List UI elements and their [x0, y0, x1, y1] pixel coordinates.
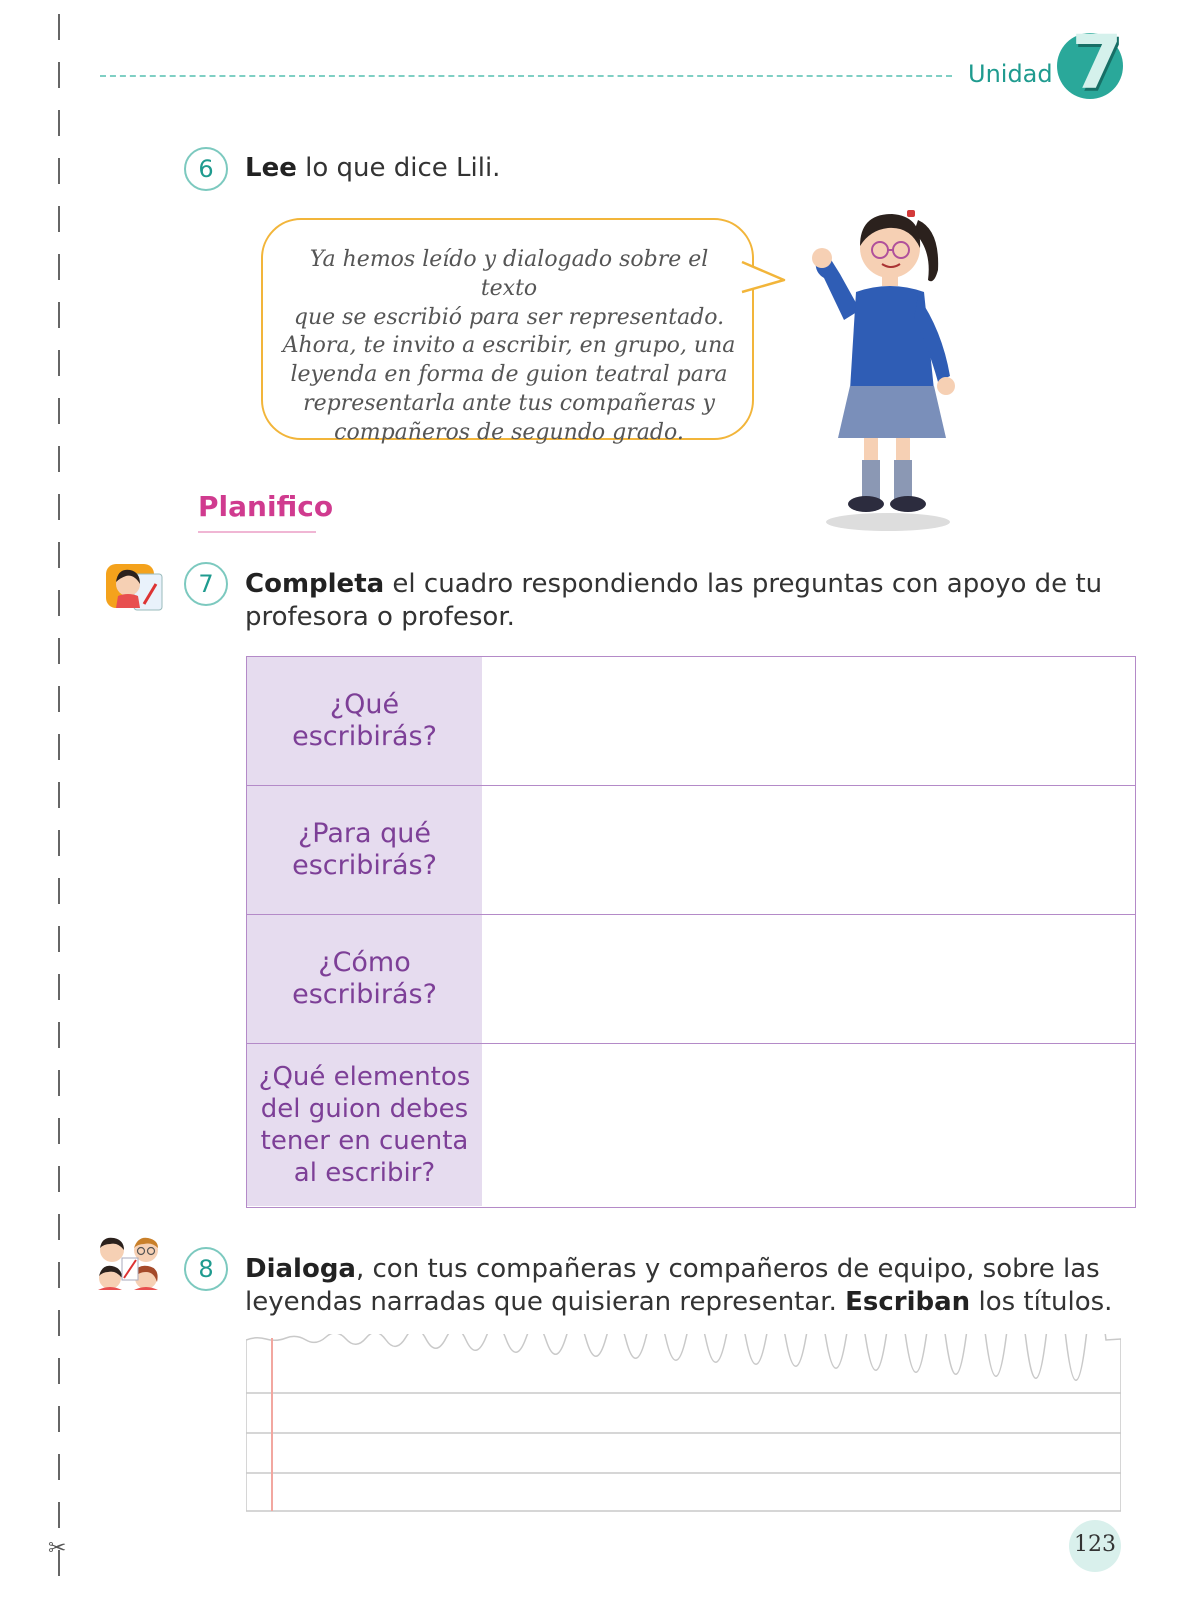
table-row	[247, 657, 1135, 786]
speech-bubble-tail	[740, 258, 790, 298]
question-line: escribirás?	[292, 979, 437, 1010]
instruction-verb: Dialoga	[245, 1254, 356, 1284]
cut-line	[57, 14, 61, 1584]
answer-cell[interactable]	[482, 915, 1135, 1043]
header-divider	[100, 75, 952, 77]
team-work-icon	[94, 1234, 166, 1296]
table-row	[247, 786, 1135, 915]
unit-label: Unidad	[968, 60, 1053, 88]
question-line: ¿Cómo	[318, 947, 411, 978]
scissors-icon: ✂	[48, 1536, 67, 1561]
speech-bubble-text	[281, 246, 737, 448]
activity-number-8: 8	[184, 1247, 228, 1291]
instruction-text: leyendas narradas que quisieran representar.	[245, 1287, 846, 1317]
activity-7-instruction	[245, 568, 1102, 634]
instruction-line-1	[245, 1253, 1112, 1286]
section-underline	[198, 531, 316, 533]
bubble-line: Ya hemos leído y dialogado sobre el texto	[309, 247, 709, 301]
activity-6-instruction	[245, 152, 500, 185]
notebook-writing-area[interactable]	[246, 1334, 1121, 1512]
instruction-verb: Completa	[245, 569, 385, 599]
question-line: ¿Para qué	[297, 818, 432, 849]
answer-cell[interactable]	[482, 657, 1135, 785]
question-line: ¿Qué elementos	[258, 1062, 471, 1092]
question-line: escribirás?	[292, 721, 437, 752]
unit-number: 7	[1071, 20, 1123, 106]
instruction-text: lo que dice Lili.	[296, 153, 501, 183]
question-line: al escribir?	[293, 1158, 436, 1188]
question-line: del guion debes	[260, 1094, 469, 1124]
question-line: tener en cuenta	[260, 1126, 469, 1156]
instruction-verb: Lee	[245, 153, 297, 183]
page-number: 123	[1074, 1532, 1116, 1557]
planning-table	[246, 656, 1136, 1208]
section-title: Planifico	[198, 490, 334, 523]
table-row	[247, 1044, 1135, 1206]
question-cell	[247, 786, 482, 914]
bubble-line: representarla ante tus compañeras y	[303, 390, 715, 416]
individual-work-icon	[104, 560, 166, 616]
instruction-line-2	[245, 1286, 1112, 1319]
answer-cell[interactable]	[482, 1044, 1135, 1206]
instruction-line-2: profesora o profesor.	[245, 602, 515, 632]
question-cell	[247, 1044, 482, 1206]
bubble-line: leyenda en forma de guion teatral para	[290, 362, 728, 388]
question-cell	[247, 915, 482, 1043]
question-line: ¿Qué	[329, 689, 400, 720]
question-line: escribirás?	[292, 850, 437, 881]
activity-number-6: 6	[184, 147, 228, 191]
girl-illustration	[800, 200, 970, 535]
instruction-text: los títulos.	[970, 1287, 1113, 1317]
instruction-verb: Escriban	[845, 1287, 971, 1317]
bubble-line: que se escribió para ser representado.	[293, 304, 725, 330]
question-cell	[247, 657, 482, 785]
answer-cell[interactable]	[482, 786, 1135, 914]
activity-8-instruction	[245, 1253, 1112, 1319]
bubble-line: compañeros de segundo grado.	[334, 419, 684, 445]
table-row	[247, 915, 1135, 1044]
activity-number-7: 7	[184, 562, 228, 606]
instruction-text: el cuadro respondiendo las preguntas con apoyo de tu	[384, 569, 1103, 599]
instruction-line-1	[245, 568, 1102, 601]
instruction-text: , con tus compañeras y compañeros de equipo, sobre las	[355, 1254, 1100, 1284]
bubble-line: Ahora, te invito a escribir, en grupo, una	[282, 333, 736, 359]
